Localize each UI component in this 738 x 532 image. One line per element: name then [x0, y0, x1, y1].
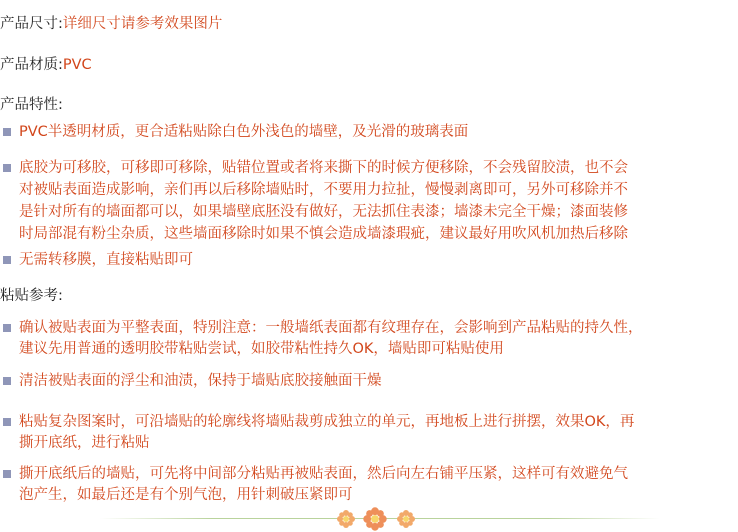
square-bullet-icon: [3, 470, 11, 478]
product-size-value: 详细尺寸请参考效果图片: [62, 16, 223, 32]
feature-item-2-line-1: 底胶为可移胶，可移即可移除，贴错位置或者将来撕下的时候方便移除，不会残留胶渍，也不会: [19, 160, 628, 176]
square-bullet-icon: [3, 324, 11, 332]
feature-item-2-line-2: 对被贴表面造成影响，亲们再以后移除墙贴时，不要用力拉扯，慢慢剥离即可，另外可移除并不: [19, 182, 628, 198]
instruction-item-4-line-1: 撕开底纸后的墙贴，可先将中间部分粘贴再被贴表面，然后向左右铺平压紧，这样可有效避免气: [19, 466, 628, 482]
instruction-item-4-line-2: 泡产生，如最后还是有个别气泡，用针刺破压紧即可: [19, 487, 353, 503]
product-size-row: [0, 14, 222, 35]
square-bullet-icon: [3, 377, 11, 385]
flower-divider-icon: [396, 509, 416, 529]
instruction-item-1-line-1: 确认被贴表面为平整表面，特别注意：一般墙纸表面都有纹理存在，会影响到产品粘贴的持久性，: [19, 320, 643, 336]
feature-item-3-line-1: 无需转移膜，直接粘贴即可: [19, 252, 193, 268]
product-material-row: [0, 55, 92, 76]
product-size-label: 产品尺寸:: [0, 16, 63, 32]
flower-divider-icon: [336, 509, 356, 529]
feature-item-2-line-3: 是针对所有的墙面都可以，如果墙壁底胚没有做好，无法抓住表漆；墙漆未完全干燥；漆面装修: [19, 204, 628, 220]
instruction-item-2-line-1: 清洁被贴表面的浮尘和油渍，保持于墙贴底胶接触面干燥: [19, 373, 382, 389]
instruction-item-3-line-1: 粘贴复杂图案时，可沿墙贴的轮廓线将墙贴裁剪成独立的单元，再地板上进行拼摆，效果OK，再: [19, 414, 635, 430]
instruction-item-3-line-2: 撕开底纸，进行粘贴: [19, 435, 150, 451]
product-material-value: PVC: [62, 57, 92, 73]
product-material-label: 产品材质:: [0, 57, 63, 73]
square-bullet-icon: [3, 256, 11, 264]
feature-item-2-line-4: 时局部混有粉尘杂质，这些墙面移除时如果不慎会造成墙漆瑕疵，建议最好用吹风机加热后移除: [19, 226, 628, 242]
feature-item-1-line-1: PVC半透明材质，更合适粘贴除白色外浅色的墙壁，及光滑的玻璃表面: [19, 124, 469, 140]
square-bullet-icon: [3, 164, 11, 172]
instruction-item-1-line-2: 建议先用普通的透明胶带粘贴尝试，如胶带粘性持久OK，墙贴即可粘贴使用: [19, 341, 504, 357]
flower-divider-icon: [362, 506, 388, 532]
square-bullet-icon: [3, 418, 11, 426]
features-heading: 产品特性:: [0, 97, 63, 113]
square-bullet-icon: [3, 128, 11, 136]
instructions-heading: 粘贴参考:: [0, 288, 63, 304]
